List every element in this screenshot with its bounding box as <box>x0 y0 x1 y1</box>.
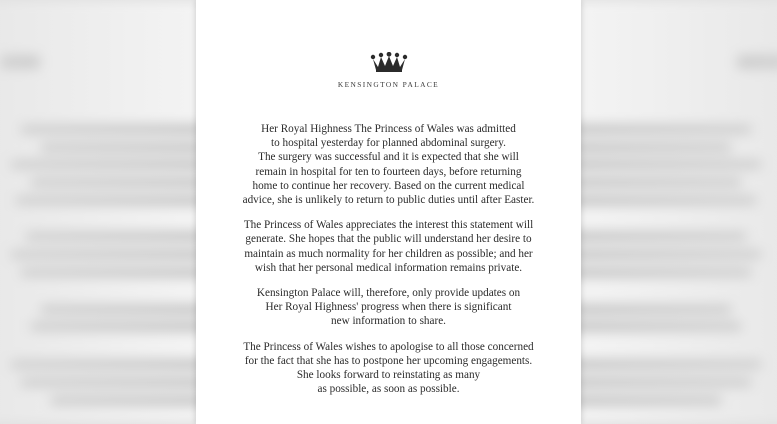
text-line: advice, she is unlikely to return to public duties until after Easter. <box>242 194 535 207</box>
statement-letter <box>196 0 581 424</box>
background-shade-right <box>577 0 777 424</box>
text-line: maintain as much normality for her children as possible; and her <box>244 247 533 260</box>
text-line: remain in hospital for ten to fourteen days, before returning <box>255 165 522 178</box>
text-line: Her Royal Highness' progress when there is significant <box>265 301 512 314</box>
text-line: to hospital yesterday for planned abdominal surgery. <box>271 137 506 150</box>
text-line: as possible, as soon as possible. <box>317 383 460 396</box>
paragraph-4 <box>196 340 581 397</box>
paragraph-1 <box>196 122 581 207</box>
text-line: new information to share. <box>331 315 446 328</box>
text-line: for the fact that she has to postpone her upcoming engagements. <box>244 354 533 367</box>
statement-body <box>196 122 581 407</box>
text-line: Her Royal Highness The Princess of Wales was admitted <box>261 123 516 135</box>
background-shade-left <box>0 0 200 424</box>
text-line: Kensington Palace will, therefore, only provide updates on <box>256 287 521 300</box>
text-line: The Princess of Wales appreciates the interest this statement will <box>243 219 534 232</box>
paragraph-3 <box>196 286 581 329</box>
text-line: She looks forward to reinstating as many <box>296 369 481 382</box>
letterhead-name: KENSINGTON PALACE <box>337 80 440 89</box>
paragraph-2 <box>196 218 581 275</box>
text-line: The surgery was successful and it is expected that she will <box>258 151 519 164</box>
text-line: home to continue her recovery. Based on the current medical <box>252 179 525 192</box>
crown-crest-icon <box>369 52 409 72</box>
text-line: The Princess of Wales wishes to apologise to all those concerned <box>243 340 534 353</box>
text-line: generate. She hopes that the public will understand her desire to <box>245 233 532 246</box>
text-line: wish that her personal medical information remains private. <box>254 261 523 274</box>
